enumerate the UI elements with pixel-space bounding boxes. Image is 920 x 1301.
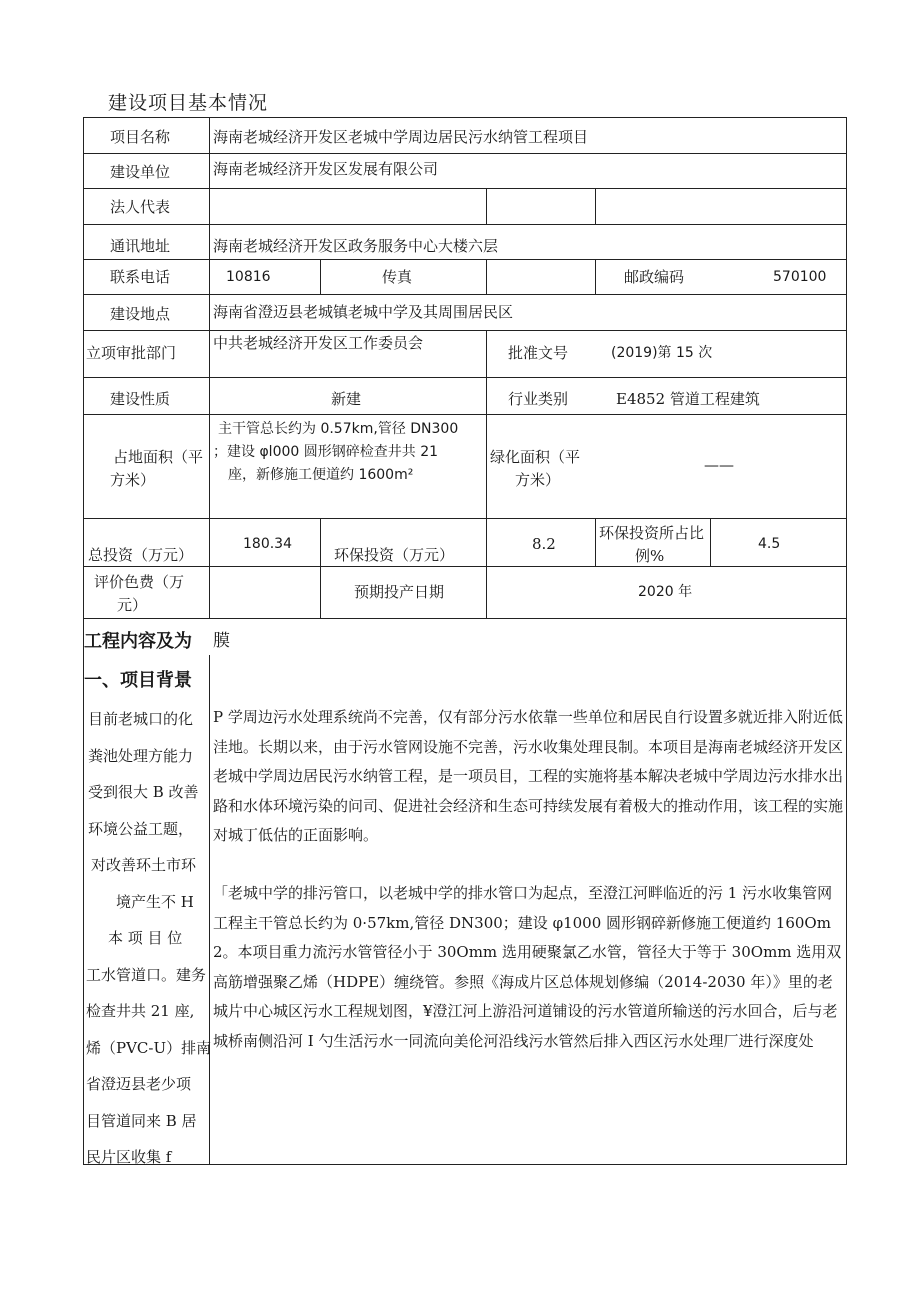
eval-fee-label-1: 评价色费（万 — [94, 573, 185, 591]
env-ratio-label-1: 环保投资所占比 — [599, 524, 705, 542]
left-col-line: 对改善环土市环 — [91, 856, 197, 874]
nature-value: 新建 — [331, 390, 362, 408]
section-title-right: 膜 — [213, 631, 230, 651]
section-title: 工程内容及为 — [84, 631, 192, 652]
left-col-line: 民片区收集 f — [86, 1148, 172, 1166]
env-ratio-value: 4.5 — [758, 536, 781, 552]
phone-value: 10816 — [226, 269, 271, 285]
land-area-line-1: 主干管总长约为 0.57km,管径 DN300 — [218, 421, 459, 437]
address-value: 海南老城经济开发区政务服务中心大楼六层 — [213, 237, 499, 255]
left-col-line: 环境公益工题， — [88, 819, 194, 838]
address-label: 通讯地址 — [110, 237, 171, 255]
industry-label: 行业类别 — [508, 390, 569, 408]
left-col-line: 省澄迈县老少项 — [86, 1075, 192, 1093]
approval-no-value: (2019)第 15 次 — [611, 345, 713, 361]
green-area-label-1: 绿化面积（平 — [490, 448, 581, 466]
legal-rep-label: 法人代表 — [110, 198, 171, 216]
green-area-label-2: 方米） — [515, 471, 561, 489]
land-area-label-2: 方米） — [110, 471, 156, 489]
industry-value: E4852 管道工程建筑 — [616, 390, 760, 408]
env-ratio-label-2: 例% — [635, 547, 665, 565]
land-area-line-2: ；建设 φl000 圆形钢碎检查井共 21 — [213, 444, 439, 460]
postcode-value: 570100 — [773, 269, 827, 285]
body-paragraph-1: P 学周边污水处理系统尚不完善，仅有部分污水依靠一些单位和居民自行设置多就近排入附近低洼地。长期以来，由于污水管网设施不完善，污水收集处理艮制。本项目是海南老城经济开发区老城中学周边居民污水纳管工程，是一项员目，工程的实施将基本解决老城中学周边污水排水出路和水体环境污染的问司、促进社会经济和生态可持续发展有着极大的推动作用，该工程的实施对城丁低估的正面影响。 — [213, 708, 844, 844]
site-label: 建设地点 — [110, 305, 171, 323]
left-col-line: 本 项 目 位 — [108, 929, 183, 947]
left-col-line: 工水管道口。建务 — [86, 965, 207, 984]
fax-label: 传真 — [382, 268, 413, 286]
left-col-line: 境产生不 H — [116, 892, 194, 911]
start-date-label: 预期投产日期 — [354, 583, 445, 601]
land-area-label-1: 占地面积（平 — [113, 448, 204, 466]
approval-no-label: 批准文号 — [508, 344, 569, 362]
env-invest-label: 环保投资（万元） — [334, 546, 455, 564]
env-invest-value: 8.2 — [532, 535, 556, 553]
total-invest-label: 总投资（万元） — [88, 546, 194, 564]
approval-dept-value: 中共老城经济开发区工作委员会 — [213, 334, 424, 352]
phone-label: 联系电话 — [110, 268, 171, 286]
start-date-value: 2020 年 — [638, 584, 693, 600]
builder-label: 建设单位 — [110, 163, 171, 181]
land-area-line-3: 座，新修施工便道约 1600m² — [228, 467, 414, 483]
left-column-text — [88, 701, 210, 1176]
sub-title: 一、项目背景 — [84, 670, 192, 691]
nature-label: 建设性质 — [110, 390, 171, 408]
page-heading: 建设项目基本情况 — [108, 92, 269, 114]
builder-value: 海南老城经济开发区发展有限公司 — [213, 160, 439, 178]
postcode-label: 邮政编码 — [624, 268, 685, 286]
eval-fee-label-2: 元） — [117, 596, 148, 614]
approval-dept-label: 立项审批部门 — [86, 344, 177, 362]
left-col-line: 受到很大 B 改善 — [88, 783, 199, 801]
left-col-line: 检查井共 21 座, — [86, 1002, 195, 1020]
site-value: 海南省澄迈县老城镇老城中学及其周围居民区 — [213, 303, 514, 321]
left-col-line: 粪池处理方能力 — [88, 746, 194, 765]
left-col-line: 目前老城口的化 — [88, 710, 194, 728]
project-name-label: 项目名称 — [110, 128, 171, 146]
green-area-value: —— — [704, 456, 734, 474]
left-col-line: 烯（PVC-U）排南 — [86, 1038, 212, 1057]
body-paragraph-2: 「老城中学的排污管口，以老城中学的排水管口为起点，至澄江河畔临近的污 1 污水收集管网工程主干管总长约为 0·57km,管径 DN300；建设 φ1000 圆形钢碎新修施工便道约 160Om2。本项目重力流污水管管径小于 30Omm 选用硬聚氯乙水管，管径大于等于 30Omm 选用双高筋增强聚乙烯（HDPE）缠绕管。参照《海成片区总体规划修编（2014-2030 年）》里的老城片中心城区污水工程规划图，¥澄江河上游沿河道铺设的污水管道所输送的污水回合，后与老城桥南侧沿河 I 勺生活污水一同流向美伦河沿线污水管然后排入西区污水处理厂进行深度处 — [213, 884, 842, 1050]
total-invest-value: 180.34 — [243, 536, 292, 552]
left-col-line: 目管道同来 B 居 — [86, 1111, 197, 1130]
project-name-value: 海南老城经济开发区老城中学周边居民污水纳管工程项目 — [213, 128, 589, 146]
